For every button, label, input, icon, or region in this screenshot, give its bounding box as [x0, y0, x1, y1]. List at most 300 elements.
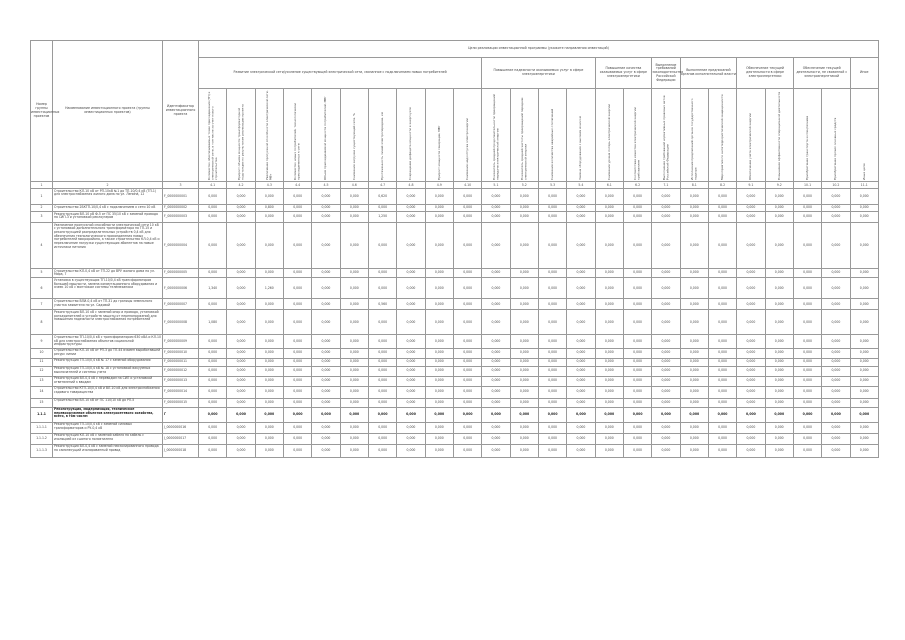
value-cell: 0,000: [312, 299, 340, 310]
value-cell: 0,000: [255, 433, 283, 444]
header-goal-group: Повышение качества оказываемых услуг в сфере электроэнергетики: [595, 58, 652, 89]
value-cell: 0,000: [227, 310, 255, 335]
value-cell: 0,000: [595, 189, 623, 205]
value-cell: 0,000: [340, 299, 368, 310]
value-cell: 0,000: [312, 444, 340, 457]
value-cell: 0,000: [765, 398, 793, 407]
header-goal-indicator-label: Снижение количества аварийных отключений: [549, 108, 554, 180]
value-cell: 0,000: [397, 278, 425, 299]
header-goal-group: Выполнение требований законодательства Российской Федерации: [652, 58, 680, 89]
value-cell: 0,000: [510, 189, 538, 205]
value-cell: 0,000: [255, 444, 283, 457]
project-name-cell: Строительство ВЛ-10 кВ от ПС 110/10 кВ до РП-5: [53, 398, 163, 407]
value-cell: 0,000: [595, 269, 623, 278]
value-cell: 0,000: [482, 299, 510, 310]
value-cell: 0,000: [737, 422, 765, 433]
value-cell: 0,000: [340, 386, 368, 398]
header-goal-group: Повышение надежности оказываемых услуг в сфере электроэнергетики: [482, 58, 595, 89]
value-cell: 0,000: [283, 212, 311, 223]
value-cell: 0,000: [567, 278, 595, 299]
value-cell: 0,000: [283, 398, 311, 407]
value-cell: 0,000: [199, 358, 227, 366]
value-cell: 0,000: [850, 299, 878, 310]
value-cell: 0,000: [255, 223, 283, 269]
row-number: 15: [31, 398, 53, 407]
column-number: 11.1: [850, 182, 878, 189]
value-cell: 0,000: [199, 366, 227, 376]
value-cell: 0,000: [538, 205, 566, 212]
value-cell: 0,000: [340, 358, 368, 366]
value-cell: 0,000: [312, 376, 340, 386]
value-cell: 0,000: [397, 407, 425, 422]
value-cell: 0,000: [850, 422, 878, 433]
project-id-cell: F_0000000008: [163, 310, 199, 335]
value-cell: 0,000: [199, 407, 227, 422]
value-cell: 0,000: [283, 223, 311, 269]
value-cell: 0,000: [199, 269, 227, 278]
column-number: 9.1: [737, 182, 765, 189]
value-cell: 0,000: [397, 422, 425, 433]
value-cell: 0,000: [227, 335, 255, 348]
value-cell: 0,000: [595, 376, 623, 386]
header-goal-indicator-label: Количество обеспечиваемых точек присоединения (ТП) к электрической сети, в том числе за счет нового строительства: [206, 91, 218, 180]
row-number: 3: [31, 212, 53, 223]
value-cell: 0,000: [822, 433, 850, 444]
value-cell: 0,000: [737, 407, 765, 422]
value-cell: 0,000: [283, 444, 311, 457]
value-cell: 0,000: [595, 433, 623, 444]
value-cell: 0,000: [453, 376, 481, 386]
value-cell: 0,000: [765, 269, 793, 278]
value-cell: 0,000: [680, 422, 708, 433]
value-cell: 0,000: [283, 376, 311, 386]
value-cell: 0,000: [397, 398, 425, 407]
value-cell: 0,000: [652, 422, 680, 433]
value-cell: 0,000: [312, 212, 340, 223]
header-goal-indicator-label: Мероприятия по антитеррористической защищенности: [719, 94, 724, 180]
value-cell: 0,000: [765, 189, 793, 205]
header-project-name: Наименование инвестиционного проекта (группы инвестиционных проектов): [53, 41, 163, 182]
value-cell: 0,000: [340, 205, 368, 212]
column-number: 8.2: [708, 182, 736, 189]
value-cell: 0,000: [199, 223, 227, 269]
value-cell: 0,000: [510, 398, 538, 407]
value-cell: 0,000: [227, 348, 255, 358]
value-cell: 0,000: [425, 386, 453, 398]
value-cell: 0,000: [623, 335, 651, 348]
value-cell: 0,000: [567, 422, 595, 433]
value-cell: 0,000: [623, 358, 651, 366]
value-cell: 0,000: [510, 358, 538, 366]
project-id-cell: F_0000000013: [163, 376, 199, 386]
column-number: 7.1: [652, 182, 680, 189]
value-cell: 0,000: [850, 398, 878, 407]
value-cell: 0,000: [482, 366, 510, 376]
value-cell: 0,000: [283, 433, 311, 444]
value-cell: 0,000: [312, 407, 340, 422]
header-goal-indicator-label: Снижение уровня потерь электрической энергии: [606, 104, 611, 180]
value-cell: 0,000: [595, 407, 623, 422]
value-cell: 0,000: [652, 189, 680, 205]
value-cell: 0,000: [822, 299, 850, 310]
value-cell: 0,000: [510, 310, 538, 335]
value-cell: 0,000: [199, 189, 227, 205]
value-cell: 0,000: [255, 189, 283, 205]
header-project-id: Идентификатор инвестиционного проекта: [163, 41, 199, 182]
value-cell: 0,000: [397, 205, 425, 212]
value-cell: 0,000: [595, 223, 623, 269]
value-cell: 0,000: [708, 366, 736, 376]
value-cell: 0,000: [425, 433, 453, 444]
value-cell: 0,000: [793, 348, 821, 358]
project-name-cell: Строительство КТП-10/0,4 кВ и ВЛ-10 кВ для электроснабжения садового товарищества: [53, 386, 163, 398]
value-cell: 0,000: [227, 444, 255, 457]
table-row: [31, 386, 879, 398]
value-cell: 0,000: [312, 366, 340, 376]
header-goal-indicator: [340, 89, 368, 182]
header-goal-indicator-label: Повышение эффективности операционной деятельности: [776, 91, 781, 180]
value-cell: 0,000: [199, 205, 227, 212]
value-cell: 0,000: [397, 310, 425, 335]
value-cell: 0,000: [737, 212, 765, 223]
value-cell: 0,000: [397, 386, 425, 398]
value-cell: 0,000: [708, 310, 736, 335]
header-goal-group: Обеспечение текущей деятельности, не связанной с электроэнергетикой: [793, 58, 850, 89]
header-goal-indicator-label: Исполнение предписаний органов государственного надзора: [689, 98, 698, 180]
value-cell: 0,000: [283, 348, 311, 358]
project-id-cell: F_0000000002: [163, 205, 199, 212]
value-cell: 0,000: [199, 348, 227, 358]
value-cell: 0,000: [340, 223, 368, 269]
value-cell: 0,000: [793, 335, 821, 348]
table-row: [31, 433, 879, 444]
value-cell: 0,000: [652, 358, 680, 366]
value-cell: 0,000: [482, 433, 510, 444]
value-cell: 0,000: [453, 310, 481, 335]
value-cell: 0,000: [652, 444, 680, 457]
value-cell: 0,000: [283, 189, 311, 205]
value-cell: 0,000: [850, 205, 878, 212]
value-cell: 0,000: [680, 223, 708, 269]
project-id-cell: J_0000000017: [163, 433, 199, 444]
value-cell: 0,000: [453, 205, 481, 212]
value-cell: 0,000: [765, 212, 793, 223]
value-cell: 0,000: [510, 212, 538, 223]
value-cell: 0,000: [340, 269, 368, 278]
value-cell: 0,000: [822, 407, 850, 422]
value-cell: 0,000: [510, 444, 538, 457]
value-cell: 0,000: [567, 366, 595, 376]
header-goal-indicator-label: Показатель средней частоты прекращений передачи электрической энергии: [519, 97, 528, 180]
value-cell: 0,000: [822, 348, 850, 358]
value-cell: 0,000: [765, 278, 793, 299]
value-cell: 0,000: [453, 299, 481, 310]
value-cell: 0,000: [623, 212, 651, 223]
value-cell: 0,000: [453, 189, 481, 205]
value-cell: 0,000: [482, 398, 510, 407]
value-cell: 0,560: [368, 299, 396, 310]
value-cell: 0,000: [283, 335, 311, 348]
project-id-cell: J_0000000016: [163, 422, 199, 433]
value-cell: 0,000: [623, 398, 651, 407]
value-cell: 0,000: [397, 269, 425, 278]
project-name-cell: Установка в существующих ТП-10/0,4 кВ трансформаторов большей мощности, замена коммутационного оборудования и ячеек 10 кВ с монтажом системы телемеханики: [53, 278, 163, 299]
value-cell: 0,000: [340, 366, 368, 376]
header-goal-indicator: [822, 89, 850, 182]
value-cell: 0,000: [227, 376, 255, 386]
row-number: 6: [31, 278, 53, 299]
value-cell: 1,080: [199, 310, 227, 335]
value-cell: 0,620: [368, 189, 396, 205]
value-cell: 0,000: [623, 223, 651, 269]
value-cell: 0,000: [510, 376, 538, 386]
project-id-cell: F_0000000001: [163, 189, 199, 205]
value-cell: 0,000: [368, 348, 396, 358]
value-cell: 0,000: [199, 299, 227, 310]
value-cell: 0,000: [623, 444, 651, 457]
value-cell: 0,000: [283, 386, 311, 398]
header-goal-indicator-label: Замена оборудования с высоким износом: [578, 116, 583, 180]
value-cell: 0,000: [850, 358, 878, 366]
value-cell: 0,000: [227, 366, 255, 376]
value-cell: 0,000: [227, 386, 255, 398]
value-cell: 0,000: [199, 386, 227, 398]
value-cell: 0,000: [737, 269, 765, 278]
value-cell: 0,000: [680, 348, 708, 358]
table-row: [31, 398, 879, 407]
value-cell: 0,000: [255, 407, 283, 422]
value-cell: 0,000: [227, 278, 255, 299]
value-cell: 0,000: [793, 212, 821, 223]
value-cell: 0,000: [680, 358, 708, 366]
header-goal-indicator-label: Объем присоединяемой мощности потребителей, МВт: [323, 96, 328, 180]
value-cell: 0,000: [765, 335, 793, 348]
value-cell: 0,000: [793, 205, 821, 212]
value-cell: 0,000: [737, 299, 765, 310]
value-cell: 0,000: [538, 407, 566, 422]
value-cell: 0,000: [793, 358, 821, 366]
value-cell: 0,000: [567, 444, 595, 457]
value-cell: 0,000: [765, 299, 793, 310]
value-cell: 0,000: [368, 422, 396, 433]
value-cell: 0,000: [623, 310, 651, 335]
value-cell: 0,000: [850, 223, 878, 269]
column-number: 4.5: [312, 182, 340, 189]
row-number: 11: [31, 358, 53, 366]
value-cell: 0,000: [708, 398, 736, 407]
value-cell: 0,000: [793, 398, 821, 407]
value-cell: 0,000: [312, 433, 340, 444]
header-goal-indicator: [567, 89, 595, 182]
value-cell: 0,000: [368, 335, 396, 348]
column-number: 5.4: [567, 182, 595, 189]
value-cell: 0,000: [822, 212, 850, 223]
column-number: 4.8: [397, 182, 425, 189]
project-name-cell: Строительство 2БКТП-10/0,4 кВ с подключением к сети 10 кВ: [53, 205, 163, 212]
value-cell: 0,000: [567, 223, 595, 269]
value-cell: 0,000: [680, 376, 708, 386]
value-cell: 0,000: [822, 366, 850, 376]
value-cell: 0,000: [538, 223, 566, 269]
value-cell: 0,000: [255, 299, 283, 310]
value-cell: 0,000: [708, 189, 736, 205]
value-cell: 0,000: [482, 189, 510, 205]
value-cell: 0,000: [850, 212, 878, 223]
value-cell: 0,000: [227, 422, 255, 433]
row-number: 1.1.1: [31, 407, 53, 422]
value-cell: 0,000: [227, 398, 255, 407]
header-goal-indicator-label: Снижение недоотпуска электроэнергии: [464, 118, 469, 180]
value-cell: 0,000: [765, 366, 793, 376]
project-id-cell: F_0000000015: [163, 398, 199, 407]
value-cell: 0,000: [425, 366, 453, 376]
value-cell: 0,000: [737, 386, 765, 398]
project-id-cell: J_0000000018: [163, 444, 199, 457]
project-name-cell: Строительство КЛ-0,4 кВ от ТП-22 до ВРУ жилого дома по ул. Мира, 7: [53, 269, 163, 278]
value-cell: 0,000: [199, 212, 227, 223]
value-cell: 0,000: [283, 366, 311, 376]
value-cell: 0,000: [850, 278, 878, 299]
value-cell: 0,000: [708, 269, 736, 278]
value-cell: 0,000: [765, 376, 793, 386]
value-cell: 0,000: [340, 310, 368, 335]
header-goal-indicator: [850, 89, 878, 182]
value-cell: 0,000: [538, 348, 566, 358]
value-cell: 0,000: [822, 278, 850, 299]
header-investment-goals: Цели реализации инвестиционной программы (укажите направления инвестиций): [199, 41, 879, 58]
header-goal-indicator-label: Выполнение требований нормативных правовых актов Российской Федерации: [661, 95, 669, 180]
project-id-cell: F_0000000009: [163, 335, 199, 348]
column-number: 6.2: [623, 182, 651, 189]
header-goal-indicator-label: Иные цели: [861, 163, 866, 180]
value-cell: 0,000: [510, 278, 538, 299]
value-cell: 0,000: [822, 376, 850, 386]
value-cell: 0,000: [538, 398, 566, 407]
value-cell: 0,000: [822, 444, 850, 457]
value-cell: 0,000: [737, 335, 765, 348]
value-cell: 0,000: [567, 348, 595, 358]
value-cell: 0,000: [199, 376, 227, 386]
header-goal-indicator: [199, 89, 227, 182]
investment-goals-table-sheet: [30, 40, 878, 610]
value-cell: 0,000: [737, 223, 765, 269]
value-cell: 0,000: [538, 386, 566, 398]
value-cell: 0,000: [340, 212, 368, 223]
value-cell: 0,000: [199, 398, 227, 407]
value-cell: 0,000: [595, 348, 623, 358]
value-cell: 0,000: [425, 205, 453, 212]
value-cell: 0,000: [312, 223, 340, 269]
value-cell: 0,000: [793, 223, 821, 269]
value-cell: 0,000: [708, 422, 736, 433]
project-name-cell: Реконструкция ТП-10/0,4 кВ № 18 с установкой вакуумных выключателей и системы учета: [53, 366, 163, 376]
value-cell: 0,000: [793, 376, 821, 386]
value-cell: 0,000: [283, 358, 311, 366]
project-id-cell: F_0000000012: [163, 366, 199, 376]
value-cell: 0,000: [680, 310, 708, 335]
value-cell: 0,000: [850, 335, 878, 348]
table-row: [31, 189, 879, 205]
value-cell: 0,000: [850, 189, 878, 205]
row-number: 12: [31, 366, 53, 376]
header-goal-indicator-label: Количество новых потребителей, технологически присоединенных к сети: [293, 103, 301, 180]
value-cell: 0,000: [255, 335, 283, 348]
column-number: 4.9: [425, 182, 453, 189]
value-cell: 0,000: [425, 335, 453, 348]
value-cell: 0,000: [765, 358, 793, 366]
value-cell: 0,000: [397, 348, 425, 358]
value-cell: 0,000: [227, 205, 255, 212]
project-id-cell: F_0000000004: [163, 223, 199, 269]
value-cell: 0,000: [199, 444, 227, 457]
value-cell: 0,000: [595, 366, 623, 376]
header-goal-indicator: [737, 89, 765, 182]
header-goal-indicator-label: Соответствие качества электрической энергии требованиям: [633, 107, 641, 180]
value-cell: 0,000: [850, 433, 878, 444]
value-cell: 0,000: [567, 310, 595, 335]
value-cell: 0,000: [708, 299, 736, 310]
value-cell: 0,000: [227, 223, 255, 269]
value-cell: 0,000: [538, 278, 566, 299]
value-cell: 0,000: [680, 433, 708, 444]
value-cell: 0,000: [312, 398, 340, 407]
value-cell: 0,000: [822, 310, 850, 335]
header-goal-indicator-label: Снижение загрузки существующей сети, %: [351, 113, 356, 180]
value-cell: 0,000: [510, 433, 538, 444]
header-goal-indicator-label: Прирост объема мощности трансформаторной подстанции по результатам реализации проекта: [236, 104, 244, 180]
value-cell: 0,000: [765, 444, 793, 457]
value-cell: 0,000: [227, 212, 255, 223]
value-cell: 0,000: [312, 386, 340, 398]
value-cell: 0,000: [595, 299, 623, 310]
value-cell: 0,000: [538, 335, 566, 348]
value-cell: 0,000: [822, 269, 850, 278]
value-cell: 0,000: [567, 335, 595, 348]
header-goal-indicator: [595, 89, 623, 182]
value-cell: 0,000: [510, 223, 538, 269]
value-cell: 0,000: [850, 376, 878, 386]
value-cell: 0,000: [765, 223, 793, 269]
project-name-cell: Увеличение пропускной способности электрической сети 10 кВ с установкой дополнительного трансформатора на ТП-15 и реконструкцией распределительных устройств 0,4 кВ для обеспечения технологического присоединения новых потребителей микрорайона, а также строительство КЛ-0,4 кВ и переключение нагрузки существующих абонентов на новые источники питания: [53, 223, 163, 269]
value-cell: 0,000: [510, 407, 538, 422]
value-cell: 0,000: [312, 335, 340, 348]
value-cell: 0,000: [425, 444, 453, 457]
value-cell: 0,000: [368, 376, 396, 386]
project-name-cell: Строительство ТП-10/0,4 кВ с трансформатором 630 кВА и КЛ-10 кВ для электроснабжения объектов социальной инфраструктуры: [54, 334, 161, 347]
investment-goals-table: [30, 40, 879, 458]
project-name-cell: Строительство ВЛИ-0,4 кВ от ТП-31 до границы земельного участка заявителя по ул. Садовой: [53, 299, 163, 310]
table-row: [31, 358, 879, 366]
value-cell: 0,000: [567, 433, 595, 444]
project-name-cell: Реконструкция ВЛ-0,4 кВ с заменой неизолированного провода на самонесущий изолированный провод: [53, 444, 163, 457]
project-name-cell: Реконструкция, модернизация, техническое перевооружение объектов электросетевого хозяйства, всего, в том числе:: [53, 407, 163, 422]
value-cell: 0,000: [623, 205, 651, 212]
value-cell: 0,000: [652, 433, 680, 444]
value-cell: 0,000: [708, 335, 736, 348]
value-cell: 0,000: [652, 310, 680, 335]
value-cell: 0,000: [793, 299, 821, 310]
value-cell: 0,000: [822, 358, 850, 366]
value-cell: 0,000: [765, 433, 793, 444]
value-cell: 0,000: [623, 422, 651, 433]
value-cell: 0,000: [453, 358, 481, 366]
header-goal-indicator: [623, 89, 651, 182]
value-cell: 0,000: [708, 348, 736, 358]
row-number: 1.1.1.1: [31, 422, 53, 433]
value-cell: 0,000: [822, 189, 850, 205]
value-cell: 0,000: [680, 398, 708, 407]
value-cell: 0,000: [765, 205, 793, 212]
